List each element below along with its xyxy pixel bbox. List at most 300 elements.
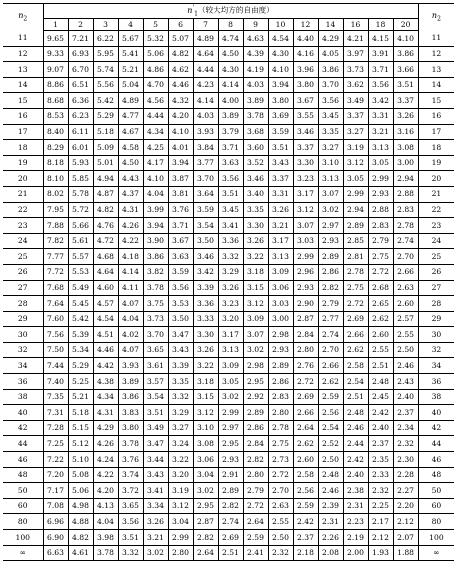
table-cell: 2.98 — [268, 327, 293, 343]
table-cell: 4.30 — [218, 62, 243, 78]
table-cell: 2.69 — [343, 311, 368, 327]
table-cell: 4.38 — [93, 374, 118, 390]
table-cell: 2.70 — [393, 249, 418, 265]
table-row — [3, 77, 454, 93]
table-cell: 2.63 — [393, 280, 418, 296]
table-cell: 2.83 — [368, 218, 393, 234]
table-cell: 3.07 — [243, 327, 268, 343]
table-cell: 3.89 — [218, 108, 243, 124]
column-header: 6 — [168, 19, 193, 31]
table-cell: 5.39 — [68, 327, 93, 343]
table-cell: 4.37 — [118, 186, 143, 202]
table-cell: 3.12 — [293, 202, 318, 218]
table-cell: 2.37 — [293, 530, 318, 546]
row-label-left: 11 — [3, 31, 43, 47]
table-cell: 4.29 — [318, 31, 343, 47]
table-cell: 6.96 — [47, 516, 64, 526]
table-cell: 3.39 — [168, 358, 193, 374]
table-cell: 3.20 — [168, 467, 193, 483]
table-cell: 3.97 — [343, 46, 368, 62]
table-cell: 5.08 — [68, 467, 93, 483]
table-cell: 4.56 — [143, 93, 168, 109]
table-cell: 3.37 — [293, 140, 318, 156]
table-cell: 3.94 — [268, 77, 293, 93]
table-cell: 2.64 — [243, 514, 268, 530]
table-cell: 2.70 — [268, 483, 293, 499]
table-cell: 4.86 — [143, 62, 168, 78]
table-cell: 3.39 — [193, 280, 218, 296]
table-cell: 7.44 — [47, 360, 64, 370]
table-cell: 3.46 — [293, 124, 318, 140]
table-cell: 3.19 — [343, 140, 368, 156]
table-cell: 2.62 — [368, 311, 393, 327]
table-cell: 4.54 — [93, 311, 118, 327]
column-header: 5 — [143, 19, 168, 31]
row-label-left: 28 — [3, 296, 43, 312]
table-cell: 4.67 — [118, 124, 143, 140]
table-cell: 6.11 — [68, 124, 93, 140]
table-cell: 3.16 — [393, 124, 418, 140]
table-cell: 3.51 — [218, 186, 243, 202]
table-cell: 8.86 — [47, 80, 64, 90]
table-cell: 4.64 — [193, 46, 218, 62]
table-cell: 3.08 — [193, 436, 218, 452]
table-cell: 6.22 — [93, 31, 118, 47]
table-cell: 3.41 — [218, 218, 243, 234]
table-cell: 2.56 — [293, 483, 318, 499]
table-cell: 2.62 — [318, 374, 343, 390]
table-cell: 4.24 — [93, 452, 118, 468]
column-header: 8 — [218, 19, 243, 31]
table-cell: 3.83 — [118, 405, 143, 421]
table-cell: 3.99 — [143, 202, 168, 218]
row-label-left: ∞ — [3, 545, 43, 561]
table-cell: 3.56 — [118, 514, 143, 530]
table-cell: 3.05 — [343, 171, 368, 187]
table-cell: 5.67 — [118, 31, 143, 47]
table-cell: 3.43 — [268, 155, 293, 171]
table-cell: 2.00 — [343, 545, 368, 561]
row-label-right: 14 — [418, 77, 454, 93]
table-cell: 3.63 — [218, 155, 243, 171]
row-label-left: 12 — [3, 46, 43, 62]
table-cell: 5.78 — [68, 186, 93, 202]
table-cell: 2.42 — [368, 405, 393, 421]
row-label-right: 23 — [418, 218, 454, 234]
table-cell: 2.95 — [243, 374, 268, 390]
table-cell: 2.33 — [368, 467, 393, 483]
table-cell: 8.10 — [47, 173, 64, 183]
table-cell: 6.63 — [47, 548, 64, 558]
table-cell: 9.33 — [47, 49, 64, 59]
table-cell: 2.65 — [368, 296, 393, 312]
table-cell: 4.31 — [93, 405, 118, 421]
table-cell: 2.07 — [393, 530, 418, 546]
table-cell: 4.10 — [393, 31, 418, 47]
table-cell: 2.40 — [343, 467, 368, 483]
table-cell: 2.08 — [318, 545, 343, 561]
table-cell: 3.56 — [218, 171, 243, 187]
table-cell: 3.73 — [143, 311, 168, 327]
table-cell: 4.76 — [93, 218, 118, 234]
table-row — [3, 249, 454, 265]
table-cell: 2.46 — [393, 358, 418, 374]
table-cell: 3.73 — [343, 62, 368, 78]
table-cell: 3.62 — [343, 77, 368, 93]
table-cell: 2.50 — [268, 530, 293, 546]
table-cell: 3.27 — [168, 420, 193, 436]
table-cell: 2.62 — [293, 436, 318, 452]
table-cell: 2.48 — [368, 374, 393, 390]
table-cell: 3.35 — [318, 124, 343, 140]
table-cell: 4.34 — [93, 389, 118, 405]
table-cell: 3.04 — [193, 467, 218, 483]
table-cell: 3.08 — [393, 140, 418, 156]
table-cell: 3.02 — [218, 389, 243, 405]
table-cell: 4.13 — [93, 498, 118, 514]
table-cell: 3.43 — [168, 342, 193, 358]
row-label-right: 19 — [418, 155, 454, 171]
table-cell: 3.13 — [368, 140, 393, 156]
table-cell: 3.51 — [143, 405, 168, 421]
table-cell: 2.90 — [293, 296, 318, 312]
table-row — [3, 374, 454, 390]
table-cell: 3.79 — [218, 124, 243, 140]
table-cell: 2.88 — [393, 186, 418, 202]
table-cell: 3.07 — [318, 186, 343, 202]
table-cell: 5.45 — [68, 296, 93, 312]
table-cell: 2.87 — [293, 311, 318, 327]
table-cell: 2.46 — [343, 420, 368, 436]
table-cell: 3.17 — [218, 327, 243, 343]
table-cell: 7.08 — [47, 501, 64, 511]
table-cell: 7.17 — [47, 485, 64, 495]
table-cell: 3.72 — [118, 483, 143, 499]
table-cell: 8.18 — [47, 158, 64, 168]
table-cell: 5.56 — [93, 77, 118, 93]
table-cell: 5.53 — [68, 264, 93, 280]
table-cell: 2.69 — [293, 389, 318, 405]
table-cell: 3.15 — [243, 280, 268, 296]
table-cell: 3.89 — [243, 93, 268, 109]
table-cell: 3.76 — [118, 452, 143, 468]
column-header: 4 — [118, 19, 143, 31]
col-label-n: n — [187, 5, 193, 15]
table-cell: 3.56 — [168, 280, 193, 296]
row-label-right: 16 — [418, 108, 454, 124]
table-cell: 2.94 — [393, 171, 418, 187]
table-cell: 4.87 — [93, 186, 118, 202]
row-label-left: 50 — [3, 483, 43, 499]
row-label-right: 22 — [418, 202, 454, 218]
table-cell: 4.22 — [118, 233, 143, 249]
table-cell: 2.93 — [368, 186, 393, 202]
table-cell: 3.05 — [368, 155, 393, 171]
table-cell: 3.09 — [218, 358, 243, 374]
table-cell: 3.42 — [368, 93, 393, 109]
table-cell: 2.37 — [393, 405, 418, 421]
table-cell: 3.30 — [193, 327, 218, 343]
row-label-right: 27 — [418, 280, 454, 296]
table-cell: 4.44 — [143, 108, 168, 124]
table-cell: 4.18 — [118, 249, 143, 265]
table-cell: 3.13 — [268, 249, 293, 265]
table-cell: 4.04 — [143, 186, 168, 202]
table-cell: 2.19 — [343, 530, 368, 546]
table-cell: 2.93 — [318, 233, 343, 249]
table-cell: 3.70 — [143, 327, 168, 343]
table-cell: 2.60 — [368, 327, 393, 343]
table-cell: 8.68 — [47, 95, 64, 105]
table-cell: 3.26 — [218, 280, 243, 296]
table-cell: 4.01 — [168, 140, 193, 156]
table-cell: 4.21 — [343, 31, 368, 47]
table-cell: 4.77 — [118, 108, 143, 124]
table-cell: 2.87 — [193, 514, 218, 530]
table-cell: 2.50 — [318, 452, 343, 468]
table-cell: 2.39 — [318, 498, 343, 514]
row-label-n-right: n — [431, 10, 438, 20]
table-cell: 3.30 — [243, 218, 268, 234]
table-cell: 3.13 — [218, 342, 243, 358]
table-cell: 2.20 — [393, 498, 418, 514]
table-cell: 3.75 — [143, 296, 168, 312]
table-cell: 5.12 — [68, 436, 93, 452]
table-cell: 7.60 — [47, 314, 64, 324]
column-header: 9 — [243, 19, 268, 31]
table-cell: 2.55 — [368, 342, 393, 358]
row-label-right: 20 — [418, 171, 454, 187]
table-cell: 5.93 — [68, 155, 93, 171]
table-cell: 2.81 — [343, 249, 368, 265]
table-cell: 3.04 — [168, 514, 193, 530]
table-row — [3, 186, 454, 202]
table-cell: 3.29 — [218, 264, 243, 280]
row-label-right: 21 — [418, 186, 454, 202]
table-cell: 5.41 — [118, 46, 143, 62]
table-cell: 3.45 — [318, 108, 343, 124]
table-cell: 3.87 — [168, 171, 193, 187]
table-cell: 4.46 — [168, 77, 193, 93]
table-cell: 7.82 — [47, 236, 64, 246]
table-cell: 3.12 — [343, 155, 368, 171]
table-cell: 2.84 — [243, 436, 268, 452]
table-row — [3, 452, 454, 468]
table-cell: 3.26 — [193, 342, 218, 358]
table-cell: 3.44 — [143, 452, 168, 468]
table-cell: 3.51 — [268, 140, 293, 156]
table-cell: 6.90 — [47, 532, 64, 542]
table-cell: 2.26 — [318, 530, 343, 546]
row-label-right: 48 — [418, 467, 454, 483]
col-label-prime: ' — [192, 3, 195, 11]
table-cell: 2.79 — [368, 233, 393, 249]
table-cell: 3.34 — [143, 498, 168, 514]
table-cell: 4.04 — [118, 311, 143, 327]
row-label-left: 34 — [3, 358, 43, 374]
table-cell: 2.93 — [293, 280, 318, 296]
row-label-left: 32 — [3, 342, 43, 358]
table-cell: 2.74 — [218, 514, 243, 530]
table-cell: 2.85 — [343, 233, 368, 249]
table-cell: 3.37 — [393, 93, 418, 109]
table-cell: 4.03 — [243, 77, 268, 93]
table-cell: 4.70 — [143, 77, 168, 93]
table-cell: 2.42 — [343, 452, 368, 468]
table-cell: 2.99 — [293, 249, 318, 265]
row-label-right: 46 — [418, 452, 454, 468]
table-cell: 4.29 — [93, 420, 118, 436]
table-cell: 2.74 — [393, 233, 418, 249]
table-cell: 3.53 — [168, 296, 193, 312]
table-cell: 3.94 — [168, 155, 193, 171]
row-label-left: 29 — [3, 311, 43, 327]
table-cell: 5.21 — [118, 62, 143, 78]
table-cell: 7.50 — [47, 345, 64, 355]
table-row — [3, 296, 454, 312]
table-row — [3, 218, 454, 234]
row-label-left: 17 — [3, 124, 43, 140]
table-cell: 3.46 — [193, 249, 218, 265]
table-cell: 3.65 — [118, 498, 143, 514]
table-cell: 3.21 — [368, 124, 393, 140]
table-cell: 2.82 — [218, 498, 243, 514]
table-cell: 5.01 — [93, 155, 118, 171]
table-cell: 3.15 — [193, 389, 218, 405]
table-cell: 3.70 — [193, 171, 218, 187]
table-cell: 3.03 — [293, 233, 318, 249]
table-cell: 3.60 — [243, 140, 268, 156]
column-group-header — [43, 4, 418, 19]
table-cell: 7.22 — [47, 454, 64, 464]
table-cell: 2.60 — [293, 452, 318, 468]
table-cell: 3.18 — [193, 374, 218, 390]
table-cell: 3.32 — [118, 545, 143, 561]
table-cell: 9.65 — [47, 33, 64, 43]
table-cell: 4.22 — [93, 467, 118, 483]
table-cell: 3.02 — [243, 342, 268, 358]
table-cell: 3.59 — [193, 202, 218, 218]
table-cell: 3.69 — [268, 108, 293, 124]
table-cell: 5.18 — [93, 124, 118, 140]
table-cell: 4.89 — [193, 31, 218, 47]
table-cell: 3.09 — [268, 264, 293, 280]
table-cell: 2.79 — [318, 296, 343, 312]
table-cell: 2.45 — [368, 389, 393, 405]
table-cell: 2.38 — [343, 483, 368, 499]
table-cell: 3.71 — [218, 140, 243, 156]
table-cell: 2.44 — [343, 436, 368, 452]
table-cell: 3.23 — [218, 296, 243, 312]
table-cell: 4.61 — [68, 545, 93, 561]
table-cell: 5.72 — [68, 202, 93, 218]
table-cell: 3.52 — [243, 155, 268, 171]
table-cell: 5.15 — [68, 420, 93, 436]
table-cell: 4.58 — [118, 140, 143, 156]
table-row — [3, 62, 454, 78]
table-cell: 4.17 — [143, 155, 168, 171]
row-label-left: 16 — [3, 108, 43, 124]
table-cell: 3.57 — [143, 374, 168, 390]
table-cell: 4.42 — [93, 358, 118, 374]
table-cell: 2.64 — [193, 545, 218, 561]
table-cell: 3.17 — [293, 186, 318, 202]
table-cell: 3.71 — [168, 218, 193, 234]
table-cell: 4.02 — [118, 327, 143, 343]
table-cell: 4.68 — [93, 249, 118, 265]
table-cell: 2.46 — [318, 483, 343, 499]
table-cell: 2.51 — [218, 545, 243, 561]
row-header-right — [418, 4, 454, 31]
table-cell: 8.02 — [47, 189, 64, 199]
table-cell: 2.59 — [318, 389, 343, 405]
table-cell: 3.12 — [168, 498, 193, 514]
column-header: 7 — [193, 19, 218, 31]
table-cell: 3.32 — [218, 249, 243, 265]
table-cell: 4.46 — [93, 342, 118, 358]
table-cell: 4.00 — [218, 93, 243, 109]
table-cell: 4.20 — [93, 483, 118, 499]
table-cell: 4.11 — [118, 280, 143, 296]
row-label-left: 19 — [3, 155, 43, 171]
table-cell: 3.89 — [118, 374, 143, 390]
table-cell: 3.66 — [393, 62, 418, 78]
table-row — [3, 327, 454, 343]
row-label-right: 44 — [418, 436, 454, 452]
row-label-right: 60 — [418, 498, 454, 514]
table-cell: 3.98 — [93, 530, 118, 546]
table-cell: 2.72 — [368, 264, 393, 280]
row-label-left: 18 — [3, 140, 43, 156]
table-cell: 3.84 — [193, 140, 218, 156]
table-cell: 5.34 — [68, 342, 93, 358]
table-row — [3, 93, 454, 109]
table-cell: 5.21 — [68, 389, 93, 405]
table-cell: 3.33 — [193, 311, 218, 327]
table-cell: 5.42 — [93, 93, 118, 109]
table-cell: 3.02 — [143, 545, 168, 561]
table-cell: 7.68 — [47, 283, 64, 292]
table-cell: 3.26 — [268, 202, 293, 218]
table-cell: 2.93 — [268, 342, 293, 358]
row-label-right: 42 — [418, 420, 454, 436]
row-label-left: 48 — [3, 467, 43, 483]
table-row — [3, 233, 454, 249]
table-cell: 4.04 — [93, 514, 118, 530]
table-row — [3, 483, 454, 499]
table-cell: 4.05 — [318, 46, 343, 62]
table-cell: 2.63 — [268, 498, 293, 514]
table-cell: 3.93 — [193, 124, 218, 140]
row-label-right: 11 — [418, 31, 454, 47]
table-cell: 2.96 — [293, 264, 318, 280]
table-cell: 4.32 — [168, 93, 193, 109]
table-cell: 2.25 — [368, 498, 393, 514]
table-cell: 3.81 — [168, 186, 193, 202]
table-cell: 5.61 — [68, 233, 93, 249]
table-cell: 2.35 — [368, 452, 393, 468]
table-cell: 7.21 — [68, 31, 93, 47]
table-cell: 7.35 — [47, 392, 64, 402]
table-cell: 3.56 — [368, 77, 393, 93]
table-cell: 2.72 — [268, 467, 293, 483]
table-cell: 4.51 — [93, 327, 118, 343]
table-cell: 3.54 — [143, 389, 168, 405]
table-cell: 1.88 — [393, 545, 418, 561]
table-cell: 3.24 — [168, 436, 193, 452]
table-row — [3, 389, 454, 405]
table-cell: 3.03 — [268, 296, 293, 312]
